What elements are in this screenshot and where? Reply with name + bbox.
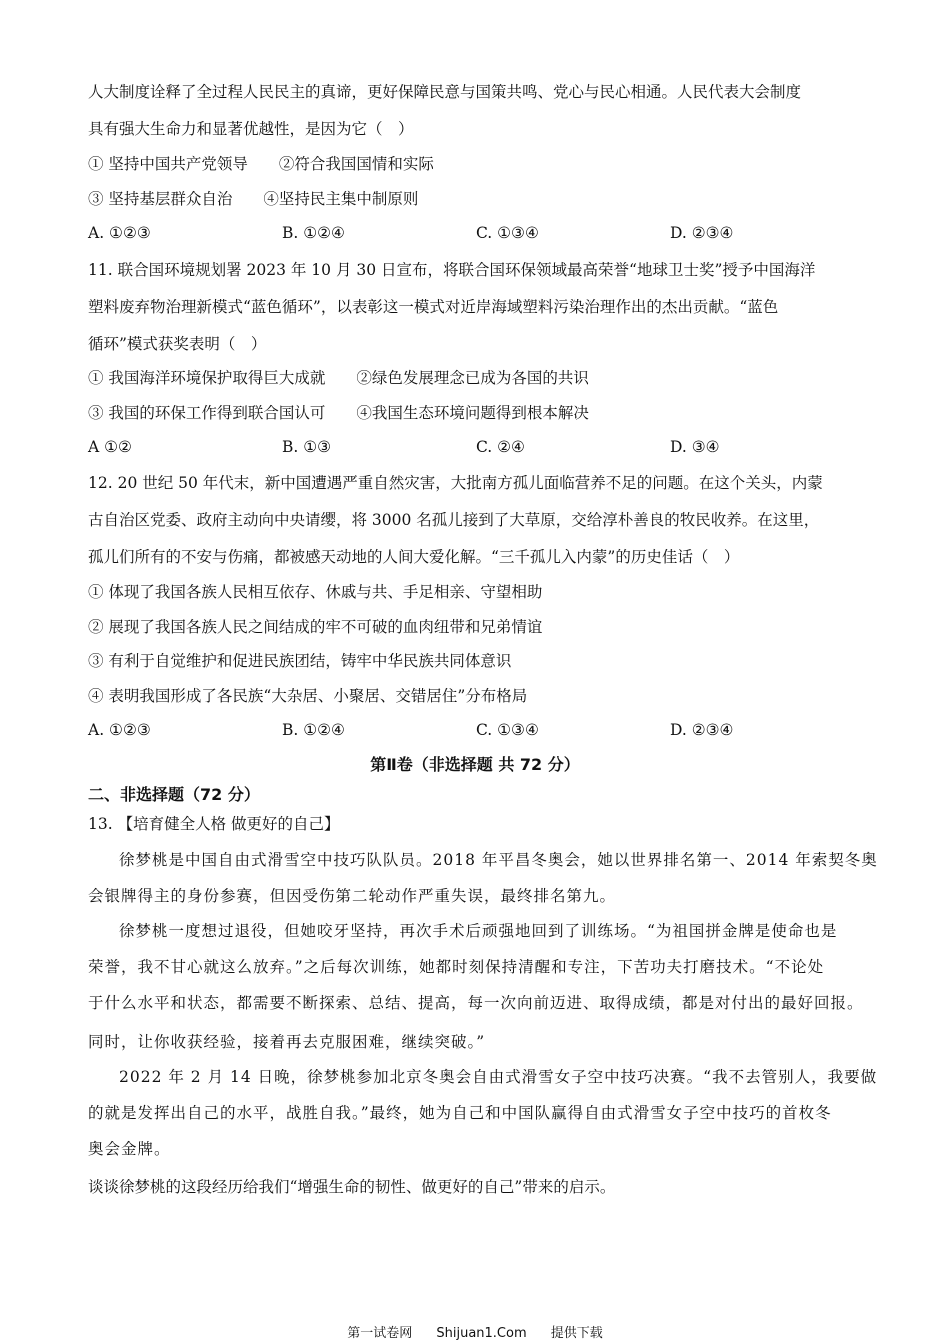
q11-option-b[interactable]: B. ①③ (282, 438, 332, 456)
q13-para-2-line-4: 同时，让你收获经验，接着再去克服困难，继续突破。” (88, 1033, 486, 1051)
footer-site-name: 第一试卷网 (347, 1326, 413, 1341)
q11-line-1: 11. 联合国环境规划署 2023 年 10 月 30 日宣布，将联合国环保领域最高荣誉“地球卫士奖”授予中国海洋 (88, 261, 816, 279)
q12-option-b[interactable]: B. ①②④ (282, 721, 345, 739)
q12-choice-4: ④ 表明我国形成了各民族“大杂居、小聚居、交错居住”分布格局 (88, 687, 528, 705)
q12-option-a[interactable]: A. ①②③ (88, 721, 151, 739)
q12-choice-3: ③ 有利于自觉维护和促进民族团结，铸牢中华民族共同体意识 (88, 652, 512, 670)
q12-choice-1: ① 体现了我国各族人民相互依存、休戚与共、手足相亲、守望相助 (88, 583, 543, 601)
section-heading: 二、非选择题（72 分） (88, 785, 260, 804)
q10-option-c[interactable]: C. ①③④ (476, 224, 539, 242)
q13-para-2-line-3: 于什么水平和状态，都需要不断探索、总结、提高，每一次向前迈进、取得成绩，都是对付出的最好回报。 (88, 994, 864, 1012)
q10-option-b[interactable]: B. ①②④ (282, 224, 345, 242)
q10-line-1: 人大制度诠释了全过程人民民主的真谛，更好保障民意与国策共鸣、党心与民心相通。人民代表大会制度 (88, 83, 802, 101)
q12-line-2: 古自治区党委、政府主动向中央请缨，将 3000 名孤儿接到了大草原，交给淳朴善良的牧民收养。在这里， (88, 511, 820, 529)
footer-action: 提供下载 (550, 1326, 603, 1341)
q13-para-3-line-3: 奥会金牌。 (88, 1140, 171, 1158)
q13-para-3-line-2: 的就是发挥出自己的水平，战胜自我。”最终，她为自己和中国队赢得自由式滑雪女子空中技巧的首枚冬 (88, 1104, 832, 1122)
q13-para-2-line-1: 徐梦桃一度想过退役，但她咬牙坚持，再次手术后顽强地回到了训练场。“为祖国拼金牌是使命也是 (119, 922, 838, 940)
q10-option-d[interactable]: D. ②③④ (670, 224, 734, 242)
q11-option-c[interactable]: C. ②④ (476, 438, 525, 456)
q10-option-a[interactable]: A. ①②③ (88, 224, 151, 242)
q11-option-d[interactable]: D. ③④ (670, 438, 720, 456)
q11-line-2: 塑料废弃物治理新模式“蓝色循环”，以表彰这一模式对近岸海域塑料污染治理作出的杰出贡献。“蓝色 (88, 298, 779, 316)
q13-para-2-line-2: 荣誉，我不甘心就这么放弃。”之后每次训练，她都时刻保持清醒和专注，下苦功夫打磨技术。“不论处 (88, 958, 825, 976)
q13-para-1-line-1: 徐梦桃是中国自由式滑雪空中技巧队队员。2018 年平昌冬奥会，她以世界排名第一、2014 年索契冬奥 (119, 851, 878, 869)
q12-line-1: 12. 20 世纪 50 年代末，新中国遭遇严重自然灾害，大批南方孤儿面临营养不足的问题。在这个关头，内蒙 (88, 474, 823, 492)
q12-choice-2: ② 展现了我国各族人民之间结成的牢不可破的血肉纽带和兄弟情谊 (88, 618, 543, 636)
page-footer (0, 1325, 950, 1343)
q11-choice-1: ① 我国海洋环境保护取得巨大成就 ②绿色发展理念已成为各国的共识 (88, 369, 589, 387)
q12-options (88, 720, 868, 740)
q10-options (88, 223, 868, 243)
q11-option-a[interactable]: A ①② (88, 438, 132, 456)
q12-option-d[interactable]: D. ②③④ (670, 721, 734, 739)
q10-choice-2: ③ 坚持基层群众自治 ④坚持民主集中制原则 (88, 190, 419, 208)
q12-option-c[interactable]: C. ①③④ (476, 721, 539, 739)
q11-options (88, 437, 868, 457)
q13-prompt: 谈谈徐梦桃的这段经历给我们“增强生命的韧性、做更好的自己”带来的启示。 (88, 1178, 616, 1196)
q11-line-3: 循环”模式获奖表明（ ） (88, 335, 267, 353)
footer-site-link[interactable]: Shijuan1.Com (436, 1326, 527, 1341)
q10-choice-1: ① 坚持中国共产党领导 ②符合我国国情和实际 (88, 155, 434, 173)
q13-heading: 13. 【培育健全人格 做更好的自己】 (88, 815, 340, 833)
q10-line-2: 具有强大生命力和显著优越性，是因为它（ ） (88, 120, 414, 138)
q11-choice-2: ③ 我国的环保工作得到联合国认可 ④我国生态环境问题得到根本解决 (88, 404, 589, 422)
q12-line-3: 孤儿们所有的不安与伤痛，都被感天动地的人间大爱化解。“三千孤儿入内蒙”的历史佳话（ ） (88, 548, 740, 566)
q13-para-1-line-2: 会银牌得主的身份参赛，但因受伤第二轮动作严重失误，最终排名第九。 (88, 887, 617, 905)
part2-title: 第Ⅱ卷（非选择题 共 72 分） (370, 755, 580, 774)
q13-para-3-line-1: 2022 年 2 月 14 日晚，徐梦桃参加北京冬奥会自由式滑雪女子空中技巧决赛。“我不去管别人，我要做 (119, 1068, 878, 1086)
